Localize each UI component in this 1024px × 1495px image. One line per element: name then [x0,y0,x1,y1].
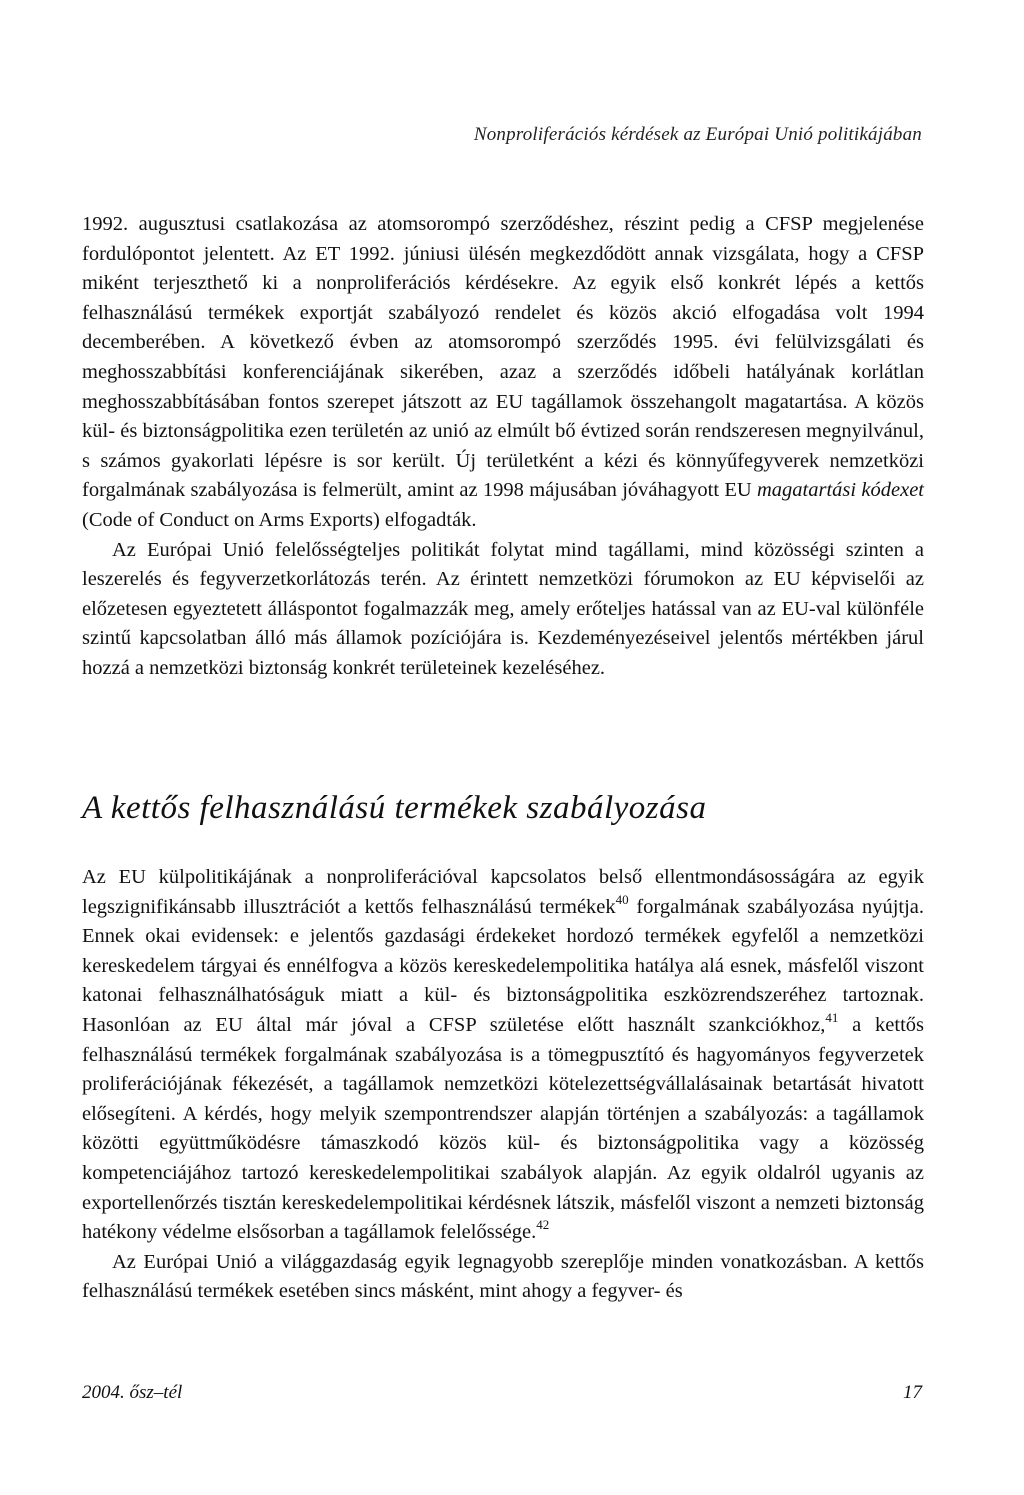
footnote-ref-41[interactable]: 41 [825,1009,839,1025]
running-header: Nonproliferációs kérdések az Európai Unió politikájában [473,124,922,145]
paragraph-text: Az EU külpolitikájának a nonproliferációval kapcsolatos belső ellentmondásosságára az egyik legszignifikánsabb illusztrációt a kettős felhasználású termékek [82,866,924,918]
paragraph-text: 1992. augusztusi csatlakozása az atomsorompó szerződéshez, részint pedig a CFSP megjelenése fordulópontot jelentett. Az ET 1992. júniusi ülésén megkezdődött annak vizsgálata, hogy a CFSP miként terjeszthető ki a nonproliferációs kérdésekre. Az egyik első konkrét lépés a kettős felhasználású termékek exportját szabályozó rendelet és közös akció elfogadása volt 1994 decemberében. A következő évben az atomsorompó szerződés 1995. évi felülvizsgálati és meghosszabbítási konferenciájának sikerében, azaz a szerződés időbeli hatályának korlátlan meghosszabbításában fontos szerepet játszott az EU tagállamok összehangolt magatartása. A közös kül- és biztonságpolitika ezen területén az unió az elmúlt bő évtized során rendszeresen megnyilvánul, s számos gyakorlati lépésre is sor került. Új területként a kézi és könnyűfegyverek nemzetközi forgalmának szabályozása is felmerült, amint az 1998 májusában jóváhagyott EU [82,213,924,502]
paragraph-text: forgalmának szabályozása nyújtja. Ennek okai evidensek: e jelentős gazdasági érdekeket hordozó termékek egyfelől a nemzetközi kereskedelem tárgyai és ennélfogva a közös kereskedelempolitika hatálya alá esnek, másfelől viszont katonai felhasználhatóságuk miatt a kül- és biztonságpolitika eszközrendszeréhez tartoznak. Hasonlóan az EU által már jóval a CFSP születése előtt használt szankciókhoz, [82,895,925,1036]
page-number: 17 [903,1382,922,1403]
section-heading: A kettős felhasználású termékek szabályozása [82,790,707,826]
italic-term: magatartási kódexet [756,479,924,502]
paragraph [82,210,924,536]
footer-issue: 2004. ősz–tél [82,1382,183,1403]
section-2-body [82,863,924,1307]
paragraph: Az Európai Unió a világgazdaság egyik legnagyobb szereplője minden vonatkozásban. A kettős felhasználású termékek esetében sincs másként, mint ahogy a fegyver- és [82,1250,924,1303]
paragraph [82,863,924,1248]
paragraph-text: a kettős felhasználású termékek forgalmának szabályozása is a tömegpusztító és hagyományos fegyverzetek proliferációjának fékezését, a tagállamok nemzetközi kötelezettségvállalásainak betartását hivatott elősegíteni. A kérdés, hogy melyik szempontrendszer alapján történjen a szabályozás: a tagállamok közötti együttműködésre támaszkodó közös kül- és biztonságpolitika vagy a közösség kompetenciájához tartozó kereskedelempolitikai szabályok alapján. Az egyik oldalról ugyanis az exportellenőrzés tisztán kereskedelempolitikai kérdésnek látszik, másfelől viszont a nemzeti biztonság hatékony védelme elsősorban a tagállamok felelőssége. [82,1013,924,1244]
section-1-body [82,210,924,684]
footnote-ref-40[interactable]: 40 [615,891,629,907]
paragraph-text: (Code of Conduct on Arms Exports) elfogadták. [82,508,477,531]
footnote-ref-42[interactable]: 42 [536,1217,550,1233]
paragraph: Az Európai Unió felelősségteljes politikát folytat mind tagállami, mind közösségi szinten a leszerelés és fegyverzetkorlátozás terén. Az érintett nemzetközi fórumokon az EU képviselői az előzetesen egyeztetett álláspontot fogalmazzák meg, amely erőteljes hatással van az EU-val különféle szintű kapcsolatban álló más államok pozíciójára is. Kezdeményezéseivel jelentős mértékben járul hozzá a nemzetközi biztonság konkrét területeinek kezeléséhez. [82,538,924,679]
